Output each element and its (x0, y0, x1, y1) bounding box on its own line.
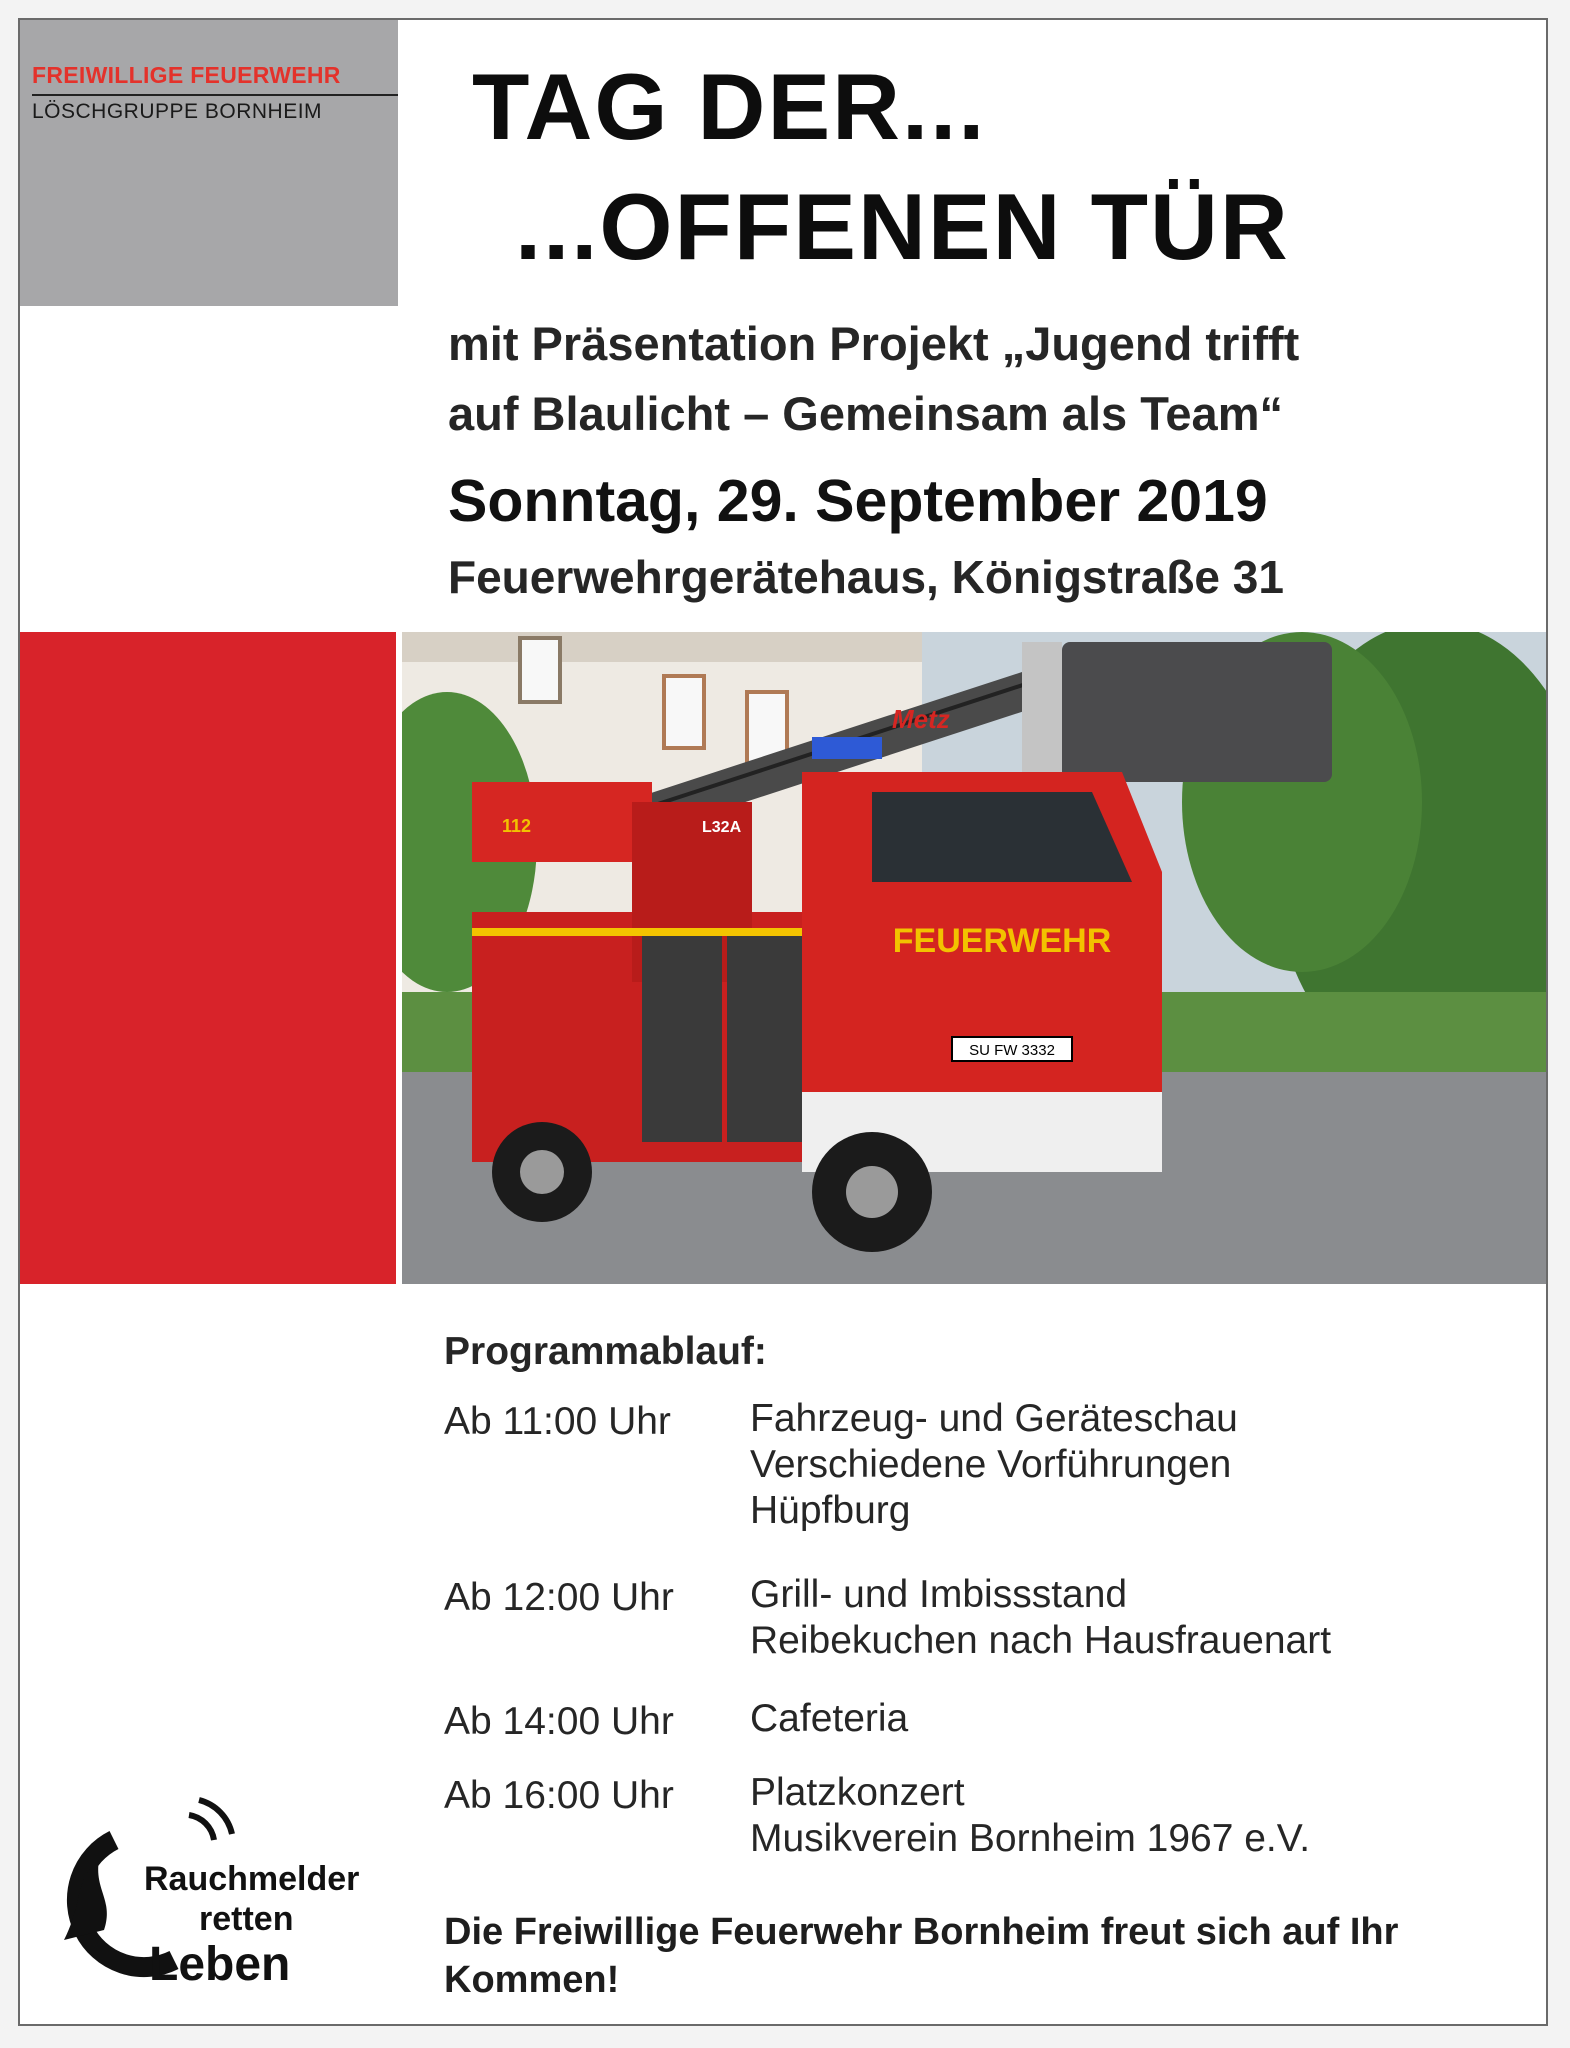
license-plate: SU FW 3332 (969, 1042, 1055, 1059)
subtitle-line-2: auf Blaulicht – Gemeinsam als Team“ (448, 387, 1283, 440)
red-color-block (20, 632, 396, 1284)
smoke-detector-badge (44, 1780, 404, 2000)
closing-text: Die Freiwillige Feuerwehr Bornheim freut sich auf Ihr Kommen! (444, 1911, 1399, 2001)
program-item: Platzkonzert Musikverein Bornheim 1967 e.V. (750, 1771, 1311, 1860)
fire-brigade-logo (20, 20, 398, 306)
program-item: Cafeteria (750, 1697, 909, 1740)
subtitle-line-1: mit Präsentation Projekt „Jugend trifft (448, 317, 1300, 370)
badge-line-3: Leben (149, 1938, 291, 1991)
truck-brand: Metz (892, 704, 950, 734)
program-time: Ab 16:00 Uhr (444, 1774, 674, 1817)
headline-line-1: TAG DER... (472, 54, 987, 159)
event-location: Feuerwehrgerätehaus, Königstraße 31 (448, 551, 1284, 603)
program-item: Fahrzeug- und Geräteschau Verschiedene Vorführungen Hüpfburg (750, 1397, 1238, 1532)
event-date: Sonntag, 29. September 2019 (448, 468, 1268, 534)
truck-cab-text: FEUERWEHR (892, 922, 1112, 960)
program-item: Grill- und Imbissstand Reibekuchen nach Hausfrauenart (750, 1573, 1332, 1662)
program-time: Ab 11:00 Uhr (444, 1400, 671, 1443)
logo-divider (32, 94, 398, 96)
fire-truck-photo (402, 632, 1548, 1284)
signal-icon (189, 1815, 214, 1840)
logo-title: FREIWILLIGE FEUERWEHR (32, 62, 341, 88)
flyer (18, 18, 1548, 2026)
badge-line-1: Rauchmelder (144, 1860, 360, 1898)
truck-number: 112 (502, 816, 532, 836)
program-title: Programmablauf: (444, 1330, 767, 1373)
program-time: Ab 14:00 Uhr (444, 1700, 674, 1743)
badge-line-2: retten (199, 1900, 294, 1938)
program-time: Ab 12:00 Uhr (444, 1576, 674, 1619)
headline-line-2: ...OFFENEN TÜR (515, 174, 1290, 279)
truck-model: L32A (702, 819, 742, 836)
logo-subtitle: LÖSCHGRUPPE BORNHEIM (32, 100, 323, 123)
